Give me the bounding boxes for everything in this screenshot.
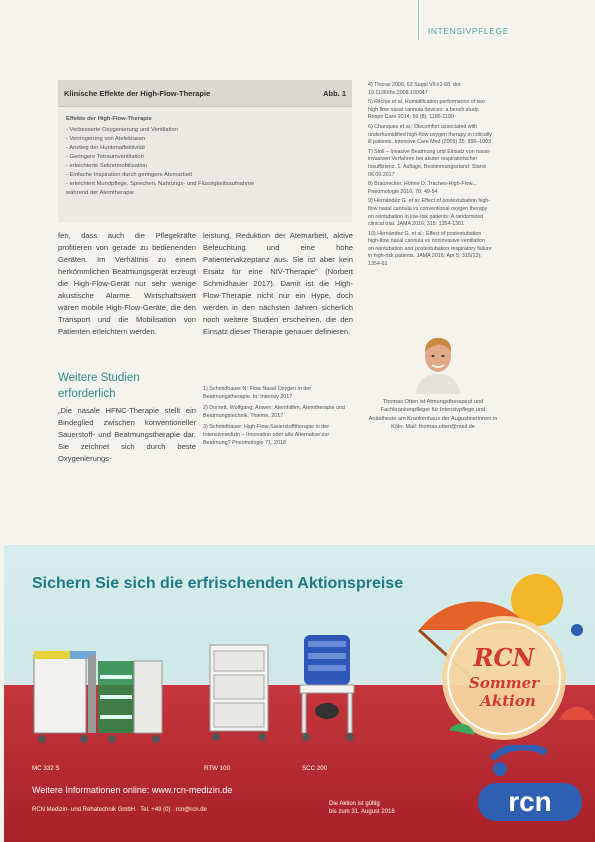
ad-headline: Sichern Sie sich die erfrischenden Aktionspreise xyxy=(32,575,404,592)
author-bio: Thomas Otten ist Atmungstherapeut und Fachkrankenpfleger für Intensivpflege und Anästhesie am Krankenhaus der Augustinerinnen in Köln. Mail: thomas.otten@mail.de xyxy=(368,399,498,431)
list-item: - Geringere Totraumventilation xyxy=(66,154,144,160)
footnote-item: 3) Schmidhauer: High-Flow-Sauerstofftherapie in der Intensivmedizin – Innovation oder alte Alternative zur Beatmung? Pneumologie 71, 2018 xyxy=(203,424,330,446)
list-item: - Verringerung von Atelektasen xyxy=(66,136,146,142)
list-item: - Verbesserte Oxygenierung und Ventilation xyxy=(66,127,178,133)
reference-item: 5) Ritchie et al. Humidification performance of two high flow nasal cannula devices: a bench study. Respir Care 2014; 59 (8): 1186-1190 xyxy=(368,99,485,121)
product-images xyxy=(22,615,362,765)
body-column-left xyxy=(58,230,196,338)
body-paragraph: leistung, Reduktion der Atemarbeit, aktive Befeuchtung und eine hohe Patientenakzeptanz aus. Sie ist aber kein Ersatz für eine NIV-Therapie" (Norbert Schmidhauer 2017). Damit ist die High-Flow-Therapie nicht nur ein Hype, doch werden in den nächsten Jahren sicherlich noch weitere Studien erscheinen, die den Einsatz dieser Therapie genauer definieren. xyxy=(203,231,353,336)
footnote-item: 1) Schmidhauer N: Flow Nasal Oxygen in der Beatmungstherapie. In: Intensiv 2017 xyxy=(203,386,312,400)
body-paragraph: fen, dass auch die Pflegekräfte profitieren von gerade zu bedienenden Geräten. Im Verhältnis zu einem herkömmlichen Beatmungsgerät erzeugt die High-Flow-Gerät nur sehr wenige akustische Alarme. Wirtschaftswert wären mobile High-Flow-Geräte, die den Transport und die Mobilisation von Patienten erleichtern werden. xyxy=(58,231,196,336)
summer-badge-image xyxy=(409,570,595,755)
info-box xyxy=(58,80,352,222)
reference-item: 4) Thorax 2008, 63 Suppl VII:ii1-68. doi: 10.1136/thx.2008.100947 xyxy=(368,82,462,96)
references xyxy=(368,82,492,271)
body-column-middle xyxy=(203,230,353,338)
rcn-logo xyxy=(474,745,584,827)
info-box-title: Klinische Effekte der High-Flow-Therapie xyxy=(64,88,211,98)
reference-item: 6) Chanques et al.: Discomfort associated with underhumidified high-flow oxygen therapy in critically ill patients. Intensive Care Med (2009) 35: 996–1003 xyxy=(368,123,492,146)
body-column-left-lower xyxy=(58,405,196,465)
body-paragraph: „Die nasale HFNC-Therapie stellt ein Bindeglied zwischen konventioneller Sauerstoff- und Beatmungstherapie dar. Sie zeichnet sich durch beste Oxygenierungs- xyxy=(58,406,196,463)
laundry-cart-image xyxy=(34,651,162,743)
drawer-trolley-image xyxy=(210,645,268,741)
badge-line1-text: Sommer xyxy=(468,674,540,692)
info-box-body xyxy=(58,107,352,198)
ad-validity-note: Die Aktion ist gültig bis zum 31. August 2018 xyxy=(329,801,395,815)
info-box-label: Abb. 1 xyxy=(323,88,346,98)
info-box-subtitle: Effekte der High-Flow-Therapie xyxy=(66,116,152,122)
product-label: MC 332 S xyxy=(32,765,60,772)
list-item: - Anstieg der Huntonaffektivität xyxy=(66,145,145,151)
shower-chair-image xyxy=(300,635,354,741)
ad-company-line: RCN Medizin- und Rehatechnik GmbH · Tel. +49 (0) · rcn@rcn.de xyxy=(32,807,207,813)
footnotes xyxy=(203,385,353,450)
info-box-header xyxy=(58,80,352,107)
advertisement xyxy=(4,545,595,842)
list-item: - Einfache Inspiration durch geringere Atemarbeit xyxy=(66,172,192,178)
section-heading: Weitere Studien erforderlich xyxy=(58,372,140,400)
reference-item: 10) Hernández G. et al.: Effect of postextubation high-flow nasal cannula vs noninvasive ventilation on reintubation and postextubation respiratory failure in high-risk patients. JAMA 2016; Apr 5; 315(13): 1354-61 xyxy=(368,230,492,268)
badge-line2-text: Aktion xyxy=(480,692,536,710)
footnote-item: 2) Dorsett, Wolfgang; Anwen: Atemhilfen, Atemtherapie und Beatmungstechnik, Thieme, 2017 xyxy=(203,405,345,419)
list-item: während der Atemtherapie xyxy=(66,190,134,196)
section-label: INTENSIVPFLEGE xyxy=(427,26,509,36)
list-item: - erleichterte Sekretmobilisation xyxy=(66,163,148,169)
reference-item: 9) Hernández G. et al: Effect of postextubation high-flow nasal cannula vs conventional oxygen therapy on reintubation in low-risk patients: A randomized clinical trial. JAMA 2016; 315: 1354-1361 xyxy=(368,198,491,228)
reference-item: 7) Stoll – Invasive Beatmung und Einsatz von nasal-invasiven Verfahren bei akuter respiratorischer Insuffizienz. 1. Auflage, Bestimmungsstand: Stand 06.09.2017 xyxy=(368,148,491,178)
author-photo xyxy=(410,330,466,394)
product-label: RTW 100 xyxy=(204,765,231,772)
product-label: SCC 200 xyxy=(302,765,328,772)
reference-item: 8) Braunecker, Höhne D: Tracheo-High-Flow... Pneumologie 2016; 70: 49-54 xyxy=(368,181,477,195)
ad-website-link[interactable]: Weitere Informationen online: www.rcn-medizin.de xyxy=(32,785,233,795)
badge-brand-text: RCN xyxy=(473,643,535,672)
list-item: - erleichtert Mundpflege, Sprechen, Nahrungs- und Flüssigkeitsaufnahme xyxy=(66,181,255,187)
rcn-logo-text: rcn xyxy=(508,786,552,817)
